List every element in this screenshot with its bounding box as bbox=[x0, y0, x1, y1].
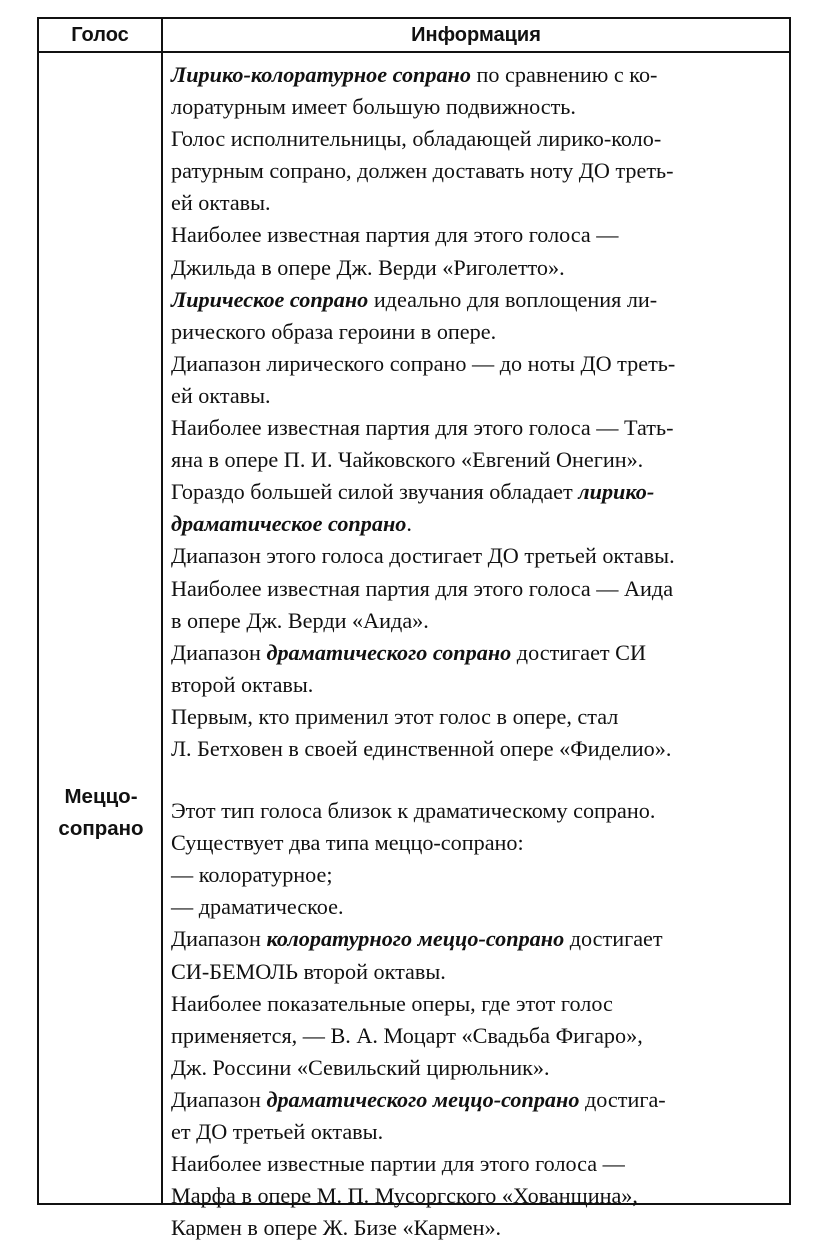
text-run: Диапазон bbox=[171, 1086, 267, 1112]
info-line bbox=[171, 827, 785, 859]
voice-label-mezzo bbox=[43, 781, 159, 845]
text-run: достига- bbox=[579, 1086, 666, 1112]
text-run: ей октавы. bbox=[171, 190, 271, 216]
text-run: достигает СИ bbox=[511, 639, 646, 665]
text-run: ратурным сопрано, должен доставать ноту ДО треть- bbox=[171, 158, 674, 184]
info-line bbox=[171, 1084, 785, 1116]
emphasized-term: драматического сопрано bbox=[266, 639, 512, 665]
info-line bbox=[171, 187, 785, 219]
info-line bbox=[171, 1052, 785, 1084]
info-line bbox=[171, 859, 785, 891]
text-run: ей октавы. bbox=[171, 382, 271, 408]
text-run: Этот тип голоса близок к драматическому сопрано. bbox=[171, 798, 656, 824]
info-line bbox=[171, 923, 785, 955]
info-line bbox=[171, 891, 785, 923]
info-line bbox=[171, 155, 785, 187]
text-run: Марфа в опере М. П. Мусоргского «Хованщина», bbox=[171, 1183, 638, 1209]
info-line bbox=[171, 988, 785, 1020]
text-run: Наиболее известная партия для этого голоса — Аида bbox=[171, 575, 674, 601]
info-line bbox=[171, 476, 785, 508]
text-run: второй октавы. bbox=[171, 671, 314, 697]
info-line bbox=[171, 637, 785, 669]
text-run: Гораздо большей силой звучания обладает bbox=[171, 479, 579, 505]
emphasized-term: Лирическое сопрано bbox=[171, 286, 369, 312]
info-block-soprano bbox=[171, 59, 785, 765]
text-run: Первым, кто применил этот голос в опере, стал bbox=[171, 703, 619, 729]
text-run: СИ-БЕМОЛЬ второй октавы. bbox=[171, 958, 446, 984]
text-run: Диапазон bbox=[171, 926, 267, 952]
voice-label-line: Меццо- bbox=[64, 785, 138, 808]
text-run: Наиболее известная партия для этого голоса — bbox=[171, 222, 619, 248]
text-run: Существует два типа меццо-сопрано: bbox=[171, 830, 524, 856]
text-run: . bbox=[406, 511, 412, 537]
info-line bbox=[171, 956, 785, 988]
info-line bbox=[171, 573, 785, 605]
emphasized-term: колоратурного меццо-сопрано bbox=[266, 926, 565, 952]
text-run: Дж. Россини «Севильский цирюльник». bbox=[171, 1054, 550, 1080]
info-line bbox=[171, 508, 785, 540]
emphasized-term: драматического меццо-сопрано bbox=[266, 1086, 580, 1112]
emphasized-term: Лирико-колоратурное сопрано bbox=[171, 62, 471, 87]
info-line bbox=[171, 1148, 785, 1180]
table-header-row bbox=[39, 19, 789, 53]
text-run: — драматическое. bbox=[171, 894, 344, 920]
text-run: Джильда в опере Дж. Верди «Риголетто». bbox=[171, 254, 565, 280]
info-line bbox=[171, 380, 785, 412]
info-line bbox=[171, 1020, 785, 1052]
column-divider bbox=[161, 19, 163, 1203]
info-line bbox=[171, 701, 785, 733]
header-voice: Голос bbox=[71, 24, 129, 46]
emphasized-term: лирико- bbox=[578, 479, 655, 505]
info-line bbox=[171, 540, 785, 572]
voice-label-line: сопрано bbox=[58, 817, 144, 840]
info-line bbox=[171, 91, 785, 123]
info-line bbox=[171, 59, 785, 91]
info-line bbox=[171, 284, 785, 316]
info-line bbox=[171, 669, 785, 701]
info-line bbox=[171, 1212, 785, 1244]
text-run: Кармен в опере Ж. Бизе «Кармен». bbox=[171, 1215, 502, 1241]
block-gap bbox=[171, 765, 785, 795]
text-run: Наиболее известные партии для этого голоса — bbox=[171, 1151, 625, 1177]
info-line bbox=[171, 1116, 785, 1148]
text-run: Л. Бетховен в своей единственной опере «Фиделио». bbox=[171, 735, 672, 761]
info-line bbox=[171, 733, 785, 765]
info-line bbox=[171, 795, 785, 827]
voice-info-table bbox=[37, 17, 791, 1241]
text-run: Диапазон этого голоса достигает ДО третьей октавы. bbox=[171, 543, 675, 569]
info-block-mezzo bbox=[171, 795, 785, 1244]
text-run: применяется, — В. А. Моцарт «Свадьба Фигаро», bbox=[171, 1022, 643, 1048]
text-run: Диапазон лирического сопрано — до ноты ДО треть- bbox=[171, 350, 676, 376]
text-run: идеально для воплощения ли- bbox=[368, 286, 658, 312]
info-line bbox=[171, 252, 785, 284]
info-line bbox=[171, 348, 785, 380]
info-line bbox=[171, 123, 785, 155]
text-run: Наиболее известная партия для этого голоса — Тать- bbox=[171, 415, 674, 441]
text-run: по сравнению с ко- bbox=[470, 62, 663, 87]
info-line bbox=[171, 1180, 785, 1212]
header-info: Информация bbox=[411, 24, 541, 46]
info-column bbox=[171, 59, 785, 1244]
text-run: Голос исполнительницы, обладающей лирико-коло- bbox=[171, 126, 662, 152]
info-line bbox=[171, 444, 785, 476]
emphasized-term: драматическое сопрано bbox=[171, 511, 407, 537]
info-line bbox=[171, 412, 785, 444]
text-run: в опере Дж. Верди «Аида». bbox=[171, 607, 429, 633]
text-run: Диапазон bbox=[171, 639, 267, 665]
text-run: рического образа героини в опере. bbox=[171, 318, 497, 344]
text-run: ет ДО третьей октавы. bbox=[171, 1119, 384, 1144]
info-line bbox=[171, 219, 785, 251]
info-line bbox=[171, 316, 785, 348]
text-run: — колоратурное; bbox=[171, 862, 333, 888]
text-run: лоратурным имеет большую подвижность. bbox=[171, 94, 576, 120]
text-run: достигает bbox=[564, 926, 663, 952]
text-run: яна в опере П. И. Чайковского «Евгений Онегин». bbox=[171, 447, 644, 473]
info-line bbox=[171, 605, 785, 637]
text-run: Наиболее показательные оперы, где этот голос bbox=[171, 990, 613, 1016]
